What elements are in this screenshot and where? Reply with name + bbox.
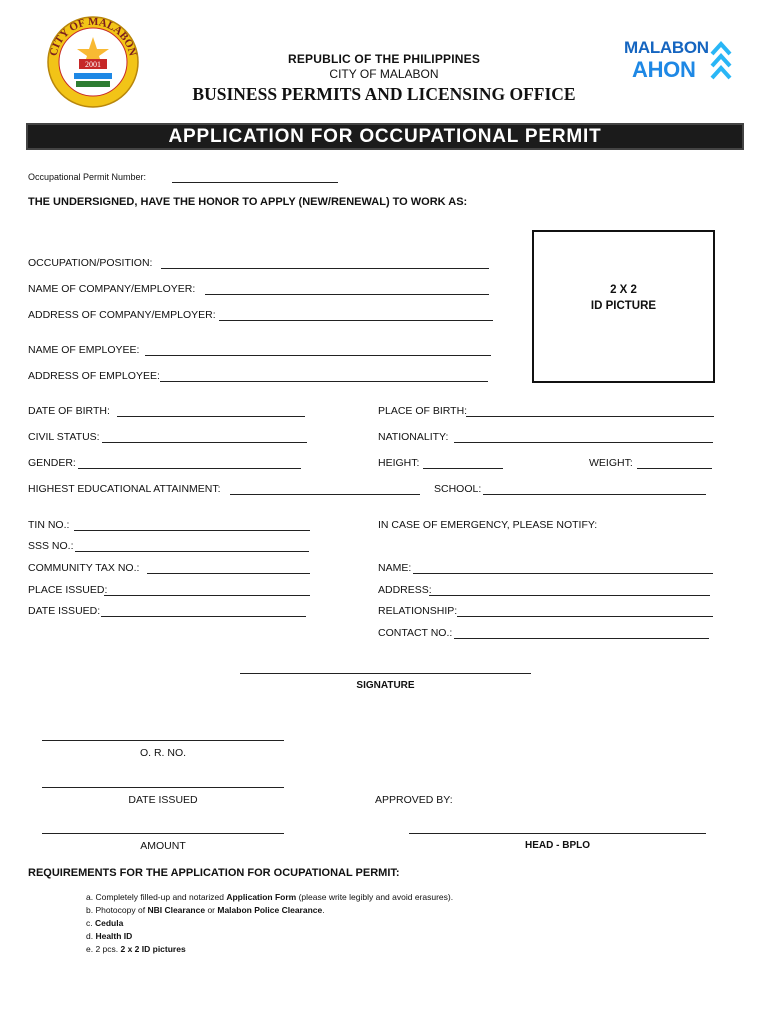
id-picture-box xyxy=(532,230,715,383)
tin-field[interactable] xyxy=(74,530,310,531)
emergency-name-field[interactable] xyxy=(413,573,713,574)
form-title-bar xyxy=(26,123,744,150)
svg-text:2001: 2001 xyxy=(85,60,101,69)
education-label: HIGHEST EDUCATIONAL ATTAINMENT: xyxy=(28,483,221,495)
sss-label: SSS NO.: xyxy=(28,540,74,552)
requirement-item: c. Cedula xyxy=(86,918,124,928)
requirements-heading: REQUIREMENTS FOR THE APPLICATION FOR OCUPATIONAL PERMIT: xyxy=(28,867,400,879)
occupation-label: OCCUPATION/POSITION: xyxy=(28,257,153,269)
school-label: SCHOOL: xyxy=(434,483,482,495)
civil-status-field[interactable] xyxy=(102,442,307,443)
gender-field[interactable] xyxy=(78,468,301,469)
amount-label: AMOUNT xyxy=(140,840,186,852)
height-field[interactable] xyxy=(423,468,503,469)
employee-name-label: NAME OF EMPLOYEE: xyxy=(28,344,140,356)
logo-line2: AHON xyxy=(632,57,696,82)
date-issued-label: DATE ISSUED: xyxy=(28,605,101,617)
weight-label: WEIGHT: xyxy=(589,457,633,469)
employee-address-field[interactable] xyxy=(160,381,488,382)
amount-field[interactable] xyxy=(42,833,284,834)
emergency-contact-label: CONTACT NO.: xyxy=(378,627,453,639)
education-field[interactable] xyxy=(230,494,420,495)
company-address-field[interactable] xyxy=(219,320,493,321)
nationality-label: NATIONALITY: xyxy=(378,431,449,443)
id-picture-label: ID PICTURE xyxy=(590,300,657,312)
tin-label: TIN NO.: xyxy=(28,519,70,531)
occupation-field[interactable] xyxy=(161,268,489,269)
employee-address-label: ADDRESS OF EMPLOYEE: xyxy=(28,370,160,382)
ctc-field[interactable] xyxy=(147,573,310,574)
company-address-label: ADDRESS OF COMPANY/EMPLOYER: xyxy=(28,309,216,321)
chevron-up-icon xyxy=(710,40,732,84)
signature-field[interactable] xyxy=(240,673,531,674)
approved-by-label: APPROVED BY: xyxy=(375,794,453,806)
nationality-field[interactable] xyxy=(454,442,713,443)
office-heading: BUSINESS PERMITS AND LICENSING OFFICE xyxy=(192,84,576,104)
republic-heading: REPUBLIC OF THE PHILIPPINES xyxy=(287,52,481,66)
head-bplo-signature-field[interactable] xyxy=(409,833,706,834)
company-name-label: NAME OF COMPANY/EMPLOYER: xyxy=(28,283,196,295)
permit-number-label: Occupational Permit Number: xyxy=(28,172,147,182)
ctc-label: COMMUNITY TAX NO.: xyxy=(28,562,140,574)
height-label: HEIGHT: xyxy=(378,457,420,469)
gender-label: GENDER: xyxy=(28,457,76,469)
sss-field[interactable] xyxy=(75,551,309,552)
city-heading: CITY OF MALABON xyxy=(329,67,439,81)
intro-statement: THE UNDERSIGNED, HAVE THE HONOR TO APPLY (NEW/RENEWAL) TO WORK AS: xyxy=(28,196,468,208)
company-name-field[interactable] xyxy=(205,294,489,295)
emergency-heading: IN CASE OF EMERGENCY, PLEASE NOTIFY: xyxy=(378,519,598,531)
requirement-item: e. 2 pcs. 2 x 2 ID pictures xyxy=(86,944,186,954)
emergency-relationship-label: RELATIONSHIP: xyxy=(378,605,458,617)
place-issued-field[interactable] xyxy=(104,595,310,596)
emergency-name-label: NAME: xyxy=(378,562,412,574)
pob-field[interactable] xyxy=(466,416,714,417)
civil-status-label: CIVIL STATUS: xyxy=(28,431,100,443)
form-title: APPLICATION FOR OCCUPATIONAL PERMIT xyxy=(168,126,602,147)
pob-label: PLACE OF BIRTH: xyxy=(378,405,468,417)
permit-number-field[interactable] xyxy=(172,182,338,183)
dob-field[interactable] xyxy=(117,416,305,417)
signature-label: SIGNATURE xyxy=(356,680,415,691)
emergency-relationship-field[interactable] xyxy=(457,616,713,617)
requirement-item: d. Health ID xyxy=(86,931,133,941)
weight-field[interactable] xyxy=(637,468,712,469)
logo-line1: MALABON xyxy=(624,38,709,57)
employee-name-field[interactable] xyxy=(145,355,491,356)
date-issued-office-label: DATE ISSUED xyxy=(128,794,198,806)
id-picture-size: 2 X 2 xyxy=(610,284,637,296)
or-no-label: O. R. NO. xyxy=(139,747,187,759)
requirement-item: b. Photocopy of NBI Clearance or Malabon Police Clearance. xyxy=(86,905,325,915)
malabon-ahon-logo xyxy=(624,38,734,86)
date-issued-field[interactable] xyxy=(101,616,306,617)
date-issued-office-field[interactable] xyxy=(42,787,284,788)
svg-text:CITY OF MALABON: CITY OF MALABON xyxy=(47,15,139,58)
emergency-address-label: ADDRESS: xyxy=(378,584,432,596)
or-no-field[interactable] xyxy=(42,740,284,741)
dob-label: DATE OF BIRTH: xyxy=(28,405,110,417)
requirement-item: a. Completely filled-up and notarized Application Form (please write legibly and avoid erasures). xyxy=(86,892,454,902)
school-field[interactable] xyxy=(483,494,706,495)
place-issued-label: PLACE ISSUED: xyxy=(28,584,108,596)
emergency-address-field[interactable] xyxy=(429,595,710,596)
emergency-contact-field[interactable] xyxy=(454,638,709,639)
head-bplo-label: HEAD - BPLO xyxy=(525,840,590,851)
